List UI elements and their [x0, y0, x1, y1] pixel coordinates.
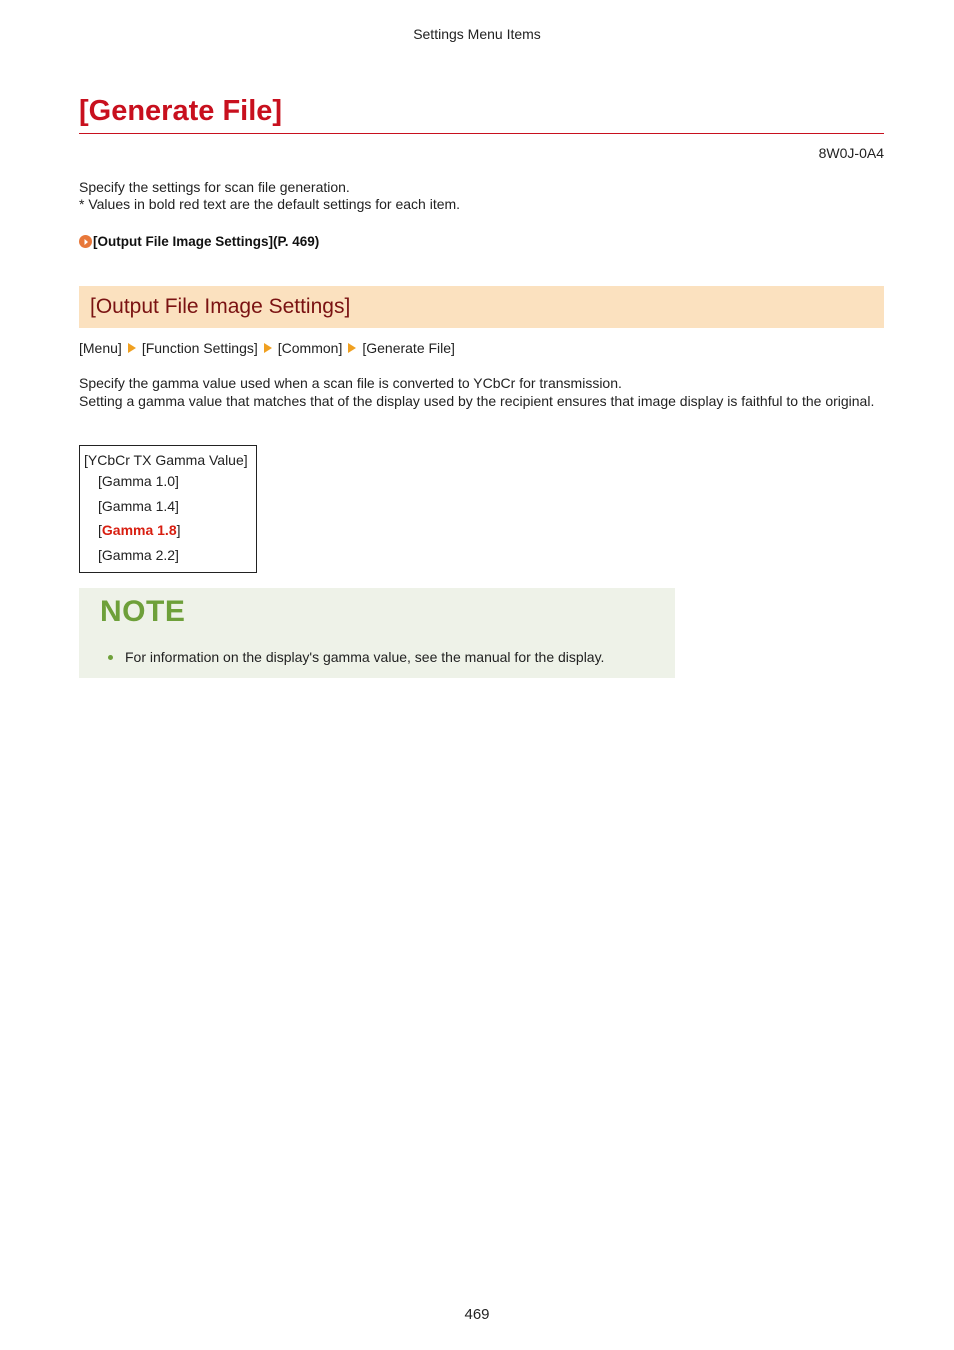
- note-item: [108, 649, 604, 665]
- settings-values-box: [79, 445, 257, 573]
- setting-option: [Gamma 1.0]: [98, 473, 179, 489]
- note-box: [79, 588, 675, 678]
- setting-name: [YCbCr TX Gamma Value]: [84, 452, 248, 468]
- note-item-text: For information on the display's gamma value, see the manual for the display.: [125, 649, 605, 665]
- intro-text: [79, 179, 460, 213]
- section-heading: [Output File Image Settings]: [79, 286, 884, 328]
- document-code: 8W0J-0A4: [818, 145, 884, 161]
- description-line-2: Setting a gamma value that matches that of the display used by the recipient ensures that image display is faithful to the original.: [79, 392, 875, 409]
- setting-option: [Gamma 2.2]: [98, 546, 179, 563]
- breadcrumb-item-common: [Common]: [277, 340, 343, 356]
- bullet-icon: [108, 655, 113, 660]
- intro-line-2: * Values in bold red text are the default settings for each item.: [79, 196, 461, 212]
- breadcrumb: [79, 340, 455, 356]
- triangle-right-icon: [128, 343, 136, 353]
- output-file-settings-link[interactable]: [79, 234, 319, 249]
- triangle-right-icon: [264, 343, 272, 353]
- setting-option-default: [Gamma 1.8]: [98, 522, 181, 538]
- setting-option: [Gamma 1.4]: [98, 497, 179, 514]
- section-description: [79, 375, 884, 410]
- note-title: NOTE: [100, 595, 186, 628]
- link-label: [Output File Image Settings](P. 469): [93, 234, 320, 249]
- triangle-right-icon: [348, 343, 356, 353]
- breadcrumb-item-generate-file: [Generate File]: [362, 340, 455, 356]
- page-number: 469: [464, 1306, 490, 1323]
- description-line-1: Specify the gamma value used when a scan file is converted to YCbCr for transmission.: [79, 375, 622, 391]
- breadcrumb-item-menu: [Menu]: [79, 340, 122, 356]
- default-value: Gamma 1.8: [101, 522, 177, 538]
- breadcrumb-item-function-settings: [Function Settings]: [141, 340, 258, 356]
- arrow-circle-icon: [79, 235, 92, 248]
- intro-line-1: Specify the settings for scan file generation.: [79, 179, 350, 195]
- running-header: Settings Menu Items: [413, 26, 541, 42]
- page-title: [Generate File]: [79, 92, 884, 134]
